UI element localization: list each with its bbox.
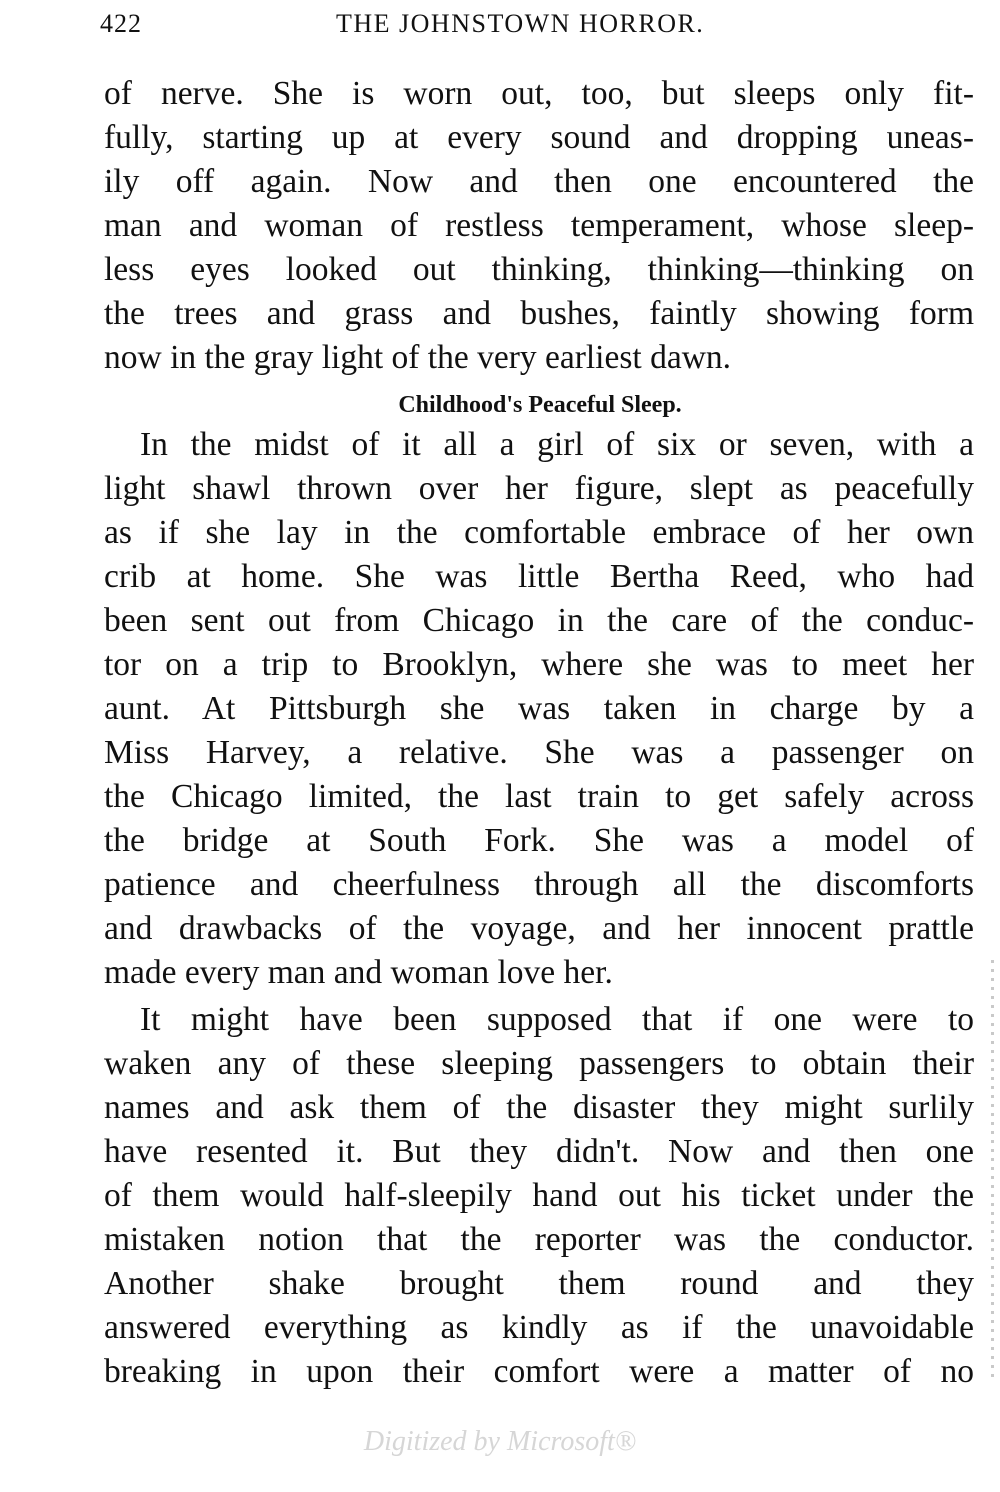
- text-line: tor on a trip to Brooklyn, where she was to meet her: [104, 646, 974, 683]
- running-head: [100, 6, 980, 42]
- scan-edge-artifact: [991, 960, 994, 1380]
- text-line: of nerve. She is worn out, too, but sleeps only fit-: [104, 75, 974, 112]
- running-title: THE JOHNSTOWN HORROR.: [336, 9, 705, 38]
- text-line: ily off again. Now and then one encountered the: [104, 163, 974, 200]
- text-line: of them would half-sleepily hand out his ticket under the: [104, 1177, 974, 1214]
- text-line: mistaken notion that the reporter was the conductor.: [104, 1221, 974, 1258]
- text-line: have resented it. But they didn't. Now and then one: [104, 1133, 974, 1170]
- text-line: and drawbacks of the voyage, and her innocent prattle: [104, 910, 974, 947]
- section-subheading: Childhood's Peaceful Sleep.: [398, 392, 682, 418]
- text-line: patience and cheerfulness through all the discomforts: [104, 866, 974, 903]
- text-line: the trees and grass and bushes, faintly showing form: [104, 295, 974, 332]
- text-line: aunt. At Pittsburgh she was taken in charge by a: [104, 690, 974, 727]
- text-line: It might have been supposed that if one were to: [140, 1001, 974, 1038]
- text-line: the Chicago limited, the last train to get safely across: [104, 778, 974, 815]
- text-line: less eyes looked out thinking, thinking—thinking on: [104, 251, 974, 288]
- text-line: crib at home. She was little Bertha Reed, who had: [104, 558, 974, 595]
- page-number: 422: [100, 9, 142, 38]
- text-line: Miss Harvey, a relative. She was a passenger on: [104, 734, 974, 771]
- digitization-watermark: Digitized by Microsoft®: [363, 1426, 637, 1457]
- text-line: names and ask them of the disaster they might surlily: [104, 1089, 974, 1126]
- text-line: made every man and woman love her.: [104, 954, 613, 991]
- text-line: been sent out from Chicago in the care of the conduc-: [104, 602, 974, 639]
- text-line: In the midst of it all a girl of six or seven, with a: [140, 426, 974, 463]
- text-line: answered everything as kindly as if the unavoidable: [104, 1309, 974, 1346]
- text-line: breaking in upon their comfort were a matter of no: [104, 1353, 974, 1390]
- text-line: waken any of these sleeping passengers to obtain their: [104, 1045, 974, 1082]
- text-line: light shawl thrown over her figure, slept as peacefully: [104, 470, 974, 507]
- text-line: Another shake brought them round and they: [104, 1265, 974, 1302]
- text-line: fully, starting up at every sound and dropping uneas-: [104, 119, 974, 156]
- text-line: as if she lay in the comfortable embrace of her own: [104, 514, 974, 551]
- text-line: man and woman of restless temperament, whose sleep-: [104, 207, 974, 244]
- text-line: the bridge at South Fork. She was a model of: [104, 822, 974, 859]
- text-line: now in the gray light of the very earliest dawn.: [104, 339, 732, 376]
